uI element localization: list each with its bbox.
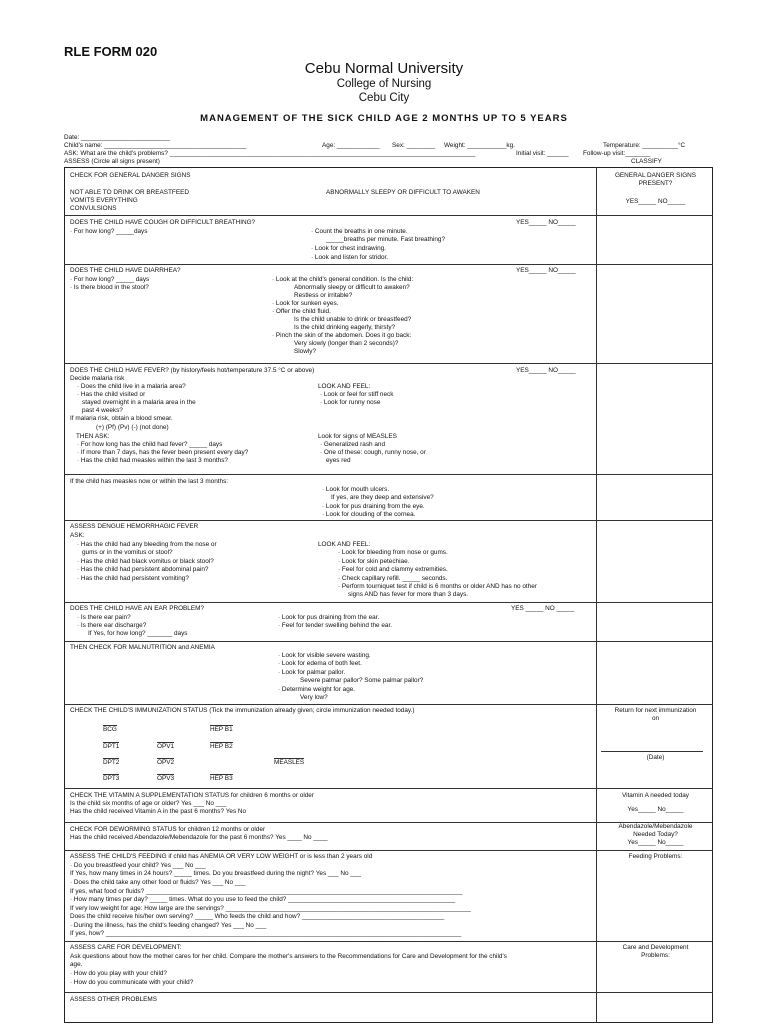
- initial-visit-field[interactable]: Initial visit: ______: [516, 150, 569, 157]
- fever-item[interactable]: stayed overnight in a malaria area in the: [82, 399, 196, 406]
- form-title: MANAGEMENT OF THE SICK CHILD AGE 2 MONTHS UP TO 5 YEARS: [200, 113, 568, 124]
- row-divider: [64, 264, 713, 265]
- development-problems-label: Problems:: [641, 952, 670, 959]
- danger-classify-label: GENERAL DANGER SIGNS: [614, 172, 697, 179]
- diarrhea-title: DOES THE CHILD HAVE DIARRHEA?: [70, 267, 181, 274]
- fever-item[interactable]: eyes red: [326, 457, 351, 464]
- fever-item: If malaria risk, obtain a blood smear.: [70, 415, 173, 422]
- vitamin-a-yes-no[interactable]: Yes_____ No_____: [627, 806, 684, 813]
- malnutrition-item[interactable]: · Look for palmar pallor.: [278, 669, 346, 676]
- vaccine-hepb2[interactable]: HEP B2: [210, 743, 233, 750]
- development-item[interactable]: · How do you communicate with your child?: [70, 979, 194, 986]
- diarrhea-item[interactable]: Is the child drinking eagerly, thirsty?: [294, 324, 396, 331]
- dengue-item[interactable]: · Perform tourniquet test if child is 6 months or older AND has no other: [338, 583, 537, 590]
- malnutrition-item[interactable]: · Look for edema of both feet.: [278, 660, 362, 667]
- cough-item[interactable]: · Look for chest indrawing.: [311, 245, 386, 252]
- deworming-item[interactable]: Has the child received Abendazole/Mebendazole for the past 6 months? Yes ____ No ____: [70, 834, 328, 841]
- diarrhea-item[interactable]: Abnormally sleepy or difficult to awaken?: [294, 284, 410, 291]
- feeding-item[interactable]: · Does the child take any other food or fluids? Yes ___ No ___: [70, 879, 246, 886]
- danger-sign-item[interactable]: CONVULSIONS: [70, 205, 117, 212]
- dengue-item[interactable]: · Look for skin petechiae.: [338, 558, 410, 565]
- diarrhea-item[interactable]: · Offer the child fluid.: [272, 308, 331, 315]
- weight-field[interactable]: Weight: ___________kg.: [444, 142, 515, 149]
- date-field[interactable]: Date: _________________________: [64, 134, 170, 141]
- classify-heading: CLASSIFY: [631, 158, 662, 165]
- other-problems-title: ASSESS OTHER PROBLEMS: [70, 996, 158, 1003]
- fever-item[interactable]: · Does the child live in a malaria area?: [77, 383, 186, 390]
- vaccine-measles[interactable]: MEASLES: [274, 759, 305, 766]
- fever-title: DOES THE CHILD HAVE FEVER? (by history/feels hot/temperature 37.5 °C or above): [70, 367, 315, 374]
- dengue-title: ASSESS DENGUE HEMORRHAGIC FEVER: [70, 523, 199, 530]
- fever-item[interactable]: · Look or feel for stiff neck: [320, 391, 394, 398]
- deworming-yes-no[interactable]: Yes_____ No_____: [627, 839, 684, 846]
- feeding-item[interactable]: If yes, how? ____________________________________________________________________________________________________: [70, 930, 462, 937]
- column-divider-upper: [596, 167, 597, 704]
- feeding-item[interactable]: · Do you breastfeed your child? Yes ___ No ___: [70, 862, 206, 869]
- university-name: Cebu Normal University: [304, 60, 464, 77]
- danger-sign-item[interactable]: ABNORMALLY SLEEPY OR DIFFICULT TO AWAKEN: [326, 189, 480, 196]
- fever-item[interactable]: · Has the child visited or: [77, 391, 146, 398]
- feeding-problems-label: Feeding Problems:: [628, 853, 683, 860]
- deworming-needed-label: Abendazole/Mebendazole: [618, 823, 693, 830]
- return-date-field[interactable]: [601, 751, 703, 752]
- measles-item[interactable]: · Look for pus draining from the eye.: [322, 503, 425, 510]
- age-field[interactable]: Age: ____________: [322, 142, 380, 149]
- row-divider: [64, 641, 713, 642]
- cough-item[interactable]: · For how long? _____days: [70, 228, 148, 235]
- feeding-title: ASSESS THE CHILD'S FEEDING if child has ANEMIA OR VERY LOW WEIGHT or is less than 2 years old: [70, 853, 373, 860]
- fever-item[interactable]: · Has the child had measles within the last 3 months?: [77, 457, 228, 464]
- measles-item[interactable]: · Look for mouth ulcers.: [322, 486, 390, 493]
- vitamin-a-item[interactable]: Has the child received Vitamin A in the past 6 months? Yes No: [70, 808, 247, 815]
- danger-classify-label: PRESENT?: [638, 180, 673, 187]
- vitamin-a-title: CHECK THE VITAMIN A SUPPLEMENTATION STATUS for children 6 months or older: [70, 792, 314, 799]
- return-immunization-label: on: [651, 715, 660, 722]
- immunization-title: CHECK THE CHILD'S IMMUNIZATION STATUS (Tick the immunization already given; circle immunization needed today.): [70, 707, 415, 714]
- fever-item: Decide malaria risk: [70, 375, 125, 382]
- development-title: ASSESS CARE FOR DEVELOPMENT:: [70, 944, 182, 951]
- development-item[interactable]: · How do you play with your child?: [70, 970, 167, 977]
- dengue-item[interactable]: · Has the child had persistent vomiting?: [77, 575, 189, 582]
- row-divider: [64, 992, 713, 993]
- development-problems-label: Care and Development: [622, 944, 689, 951]
- dengue-item[interactable]: · Check capillary refill. _____ seconds.: [338, 575, 448, 582]
- row-divider: [64, 215, 713, 216]
- vaccine-dpt2[interactable]: DPT2: [103, 759, 120, 766]
- feeding-item[interactable]: If yes, what food or fluids? _________________________________________________________________________________________: [70, 888, 463, 895]
- ear-item[interactable]: · Look for pus draining from the ear.: [278, 614, 380, 621]
- malnutrition-item[interactable]: Very low?: [300, 694, 328, 701]
- feeding-item[interactable]: Does the child receive his/her own serving? _____ Who feeds the child and how? ________________________________________: [70, 913, 445, 920]
- ear-item[interactable]: · Feel for tender swelling behind the ear.: [278, 622, 393, 629]
- temperature-field[interactable]: Temperature: __________°C: [603, 142, 686, 149]
- row-divider: [64, 850, 713, 851]
- fever-item[interactable]: · For how long has the child had fever? _____ days: [77, 441, 223, 448]
- malaria-smear-options[interactable]: (+) (Pf) (Pv) (-) (not done): [96, 424, 169, 431]
- diarrhea-item[interactable]: Slowly?: [294, 348, 317, 355]
- danger-signs-title: CHECK FOR GENERAL DANGER SIGNS: [70, 172, 191, 179]
- return-immunization-label: Return for next immunization: [614, 707, 697, 714]
- cough-item[interactable]: _____breaths per minute. Fast breathing?: [326, 236, 446, 243]
- ear-item[interactable]: If Yes, for how long? _______ days: [88, 630, 188, 637]
- diarrhea-item[interactable]: · Look for sunken eyes.: [272, 300, 339, 307]
- ear-item[interactable]: · Is there ear pain?: [77, 614, 131, 621]
- cough-yes-no[interactable]: YES_____ NO_____: [516, 219, 576, 226]
- problems-field[interactable]: ASK: What are the child's problems? ______________________________________________________________________________________: [64, 150, 476, 157]
- feeding-item[interactable]: If very low weight for age: How large are the servings? _____________________________________________________________________: [70, 905, 471, 912]
- dengue-ask: ASK:: [70, 532, 85, 539]
- vaccine-opv1[interactable]: OPV1: [157, 743, 175, 750]
- fever-item: LOOK AND FEEL:: [318, 383, 371, 390]
- cough-title: DOES THE CHILD HAVE COUGH OR DIFFICULT BREATHING?: [70, 219, 256, 226]
- danger-sign-item[interactable]: VOMITS EVERYTHING: [70, 197, 138, 204]
- ear-title: DOES THE CHILD HAVE AN EAR PROBLEM?: [70, 605, 205, 612]
- feeding-item[interactable]: · During the illness, has the child's feeding changed? Yes ___ No ___: [70, 922, 267, 929]
- return-date-label: (Date): [646, 754, 665, 761]
- sex-field[interactable]: Sex: ________: [392, 142, 435, 149]
- vaccine-bcg[interactable]: BCG: [103, 726, 117, 733]
- fever-item[interactable]: · Generalized rash and: [320, 441, 386, 448]
- cough-item[interactable]: · Count the breaths in one minute.: [311, 228, 408, 235]
- measles-title: If the child has measles now or within the last 3 months:: [70, 478, 229, 485]
- vaccine-dpt1[interactable]: DPT1: [103, 743, 120, 750]
- vaccine-hepb1[interactable]: HEP B1: [210, 726, 233, 733]
- development-item: age.: [70, 961, 83, 968]
- measles-item[interactable]: · Look for clouding of the cornea.: [322, 511, 416, 518]
- diarrhea-item[interactable]: Is the child unable to drink or breastfeed?: [294, 316, 412, 323]
- assess-heading: ASSESS (Circle all signs present): [64, 158, 160, 165]
- fever-item[interactable]: · If more than 7 days, has the fever been present every day?: [77, 449, 249, 456]
- dengue-item[interactable]: signs AND has fever for more than 3 days.: [348, 591, 469, 598]
- college-name: College of Nursing: [336, 78, 432, 90]
- row-divider: [64, 704, 713, 705]
- measles-item[interactable]: If yes, are they deep and extensive?: [331, 494, 434, 501]
- vitamin-a-needed-label: Vitamin A needed today: [621, 792, 690, 799]
- form-number: RLE FORM 020: [64, 44, 158, 59]
- fever-item[interactable]: · One of these: cough, runny nose, or: [320, 449, 426, 456]
- dengue-item[interactable]: · Look for bleeding from nose or gums.: [338, 549, 448, 556]
- vaccine-opv3[interactable]: OPV3: [157, 775, 175, 782]
- danger-sign-item[interactable]: NOT ABLE TO DRINK OR BREASTFEED: [70, 189, 189, 196]
- fever-yes-no[interactable]: YES_____ NO_____: [516, 367, 576, 374]
- development-item: Ask questions about how the mother cares for her child. Compare the mother's answers to the Recommendations for Care and Development for the child's: [70, 953, 507, 960]
- city-name: Cebu City: [358, 92, 410, 104]
- row-divider: [64, 602, 713, 603]
- dengue-item[interactable]: · Has the child had any bleeding from the nose or: [77, 541, 217, 548]
- fever-item[interactable]: · Look for runny nose: [320, 399, 381, 406]
- diarrhea-item[interactable]: · Look at the child's general condition. Is the child:: [272, 276, 414, 283]
- row-divider: [64, 941, 713, 942]
- row-divider: [64, 474, 713, 475]
- fever-item[interactable]: past 4 weeks?: [82, 407, 123, 414]
- vaccine-hepb3[interactable]: HEP B3: [210, 775, 233, 782]
- ear-item[interactable]: · Is there ear discharge?: [77, 622, 147, 629]
- diarrhea-yes-no[interactable]: YES_____ NO_____: [516, 267, 576, 274]
- fever-item: Look for signs of MEASLES: [318, 433, 397, 440]
- deworming-title: CHECK FOR DEWORMING STATUS for children 12 months or older: [70, 826, 266, 833]
- fever-item: THEN ASK:: [76, 433, 110, 440]
- vitamin-a-item[interactable]: Is the child six months of age or older? Yes ___ No ___: [70, 800, 227, 807]
- dengue-item[interactable]: gums or in the vomitus or stool?: [82, 549, 173, 556]
- malnutrition-item[interactable]: · Determine weight for age.: [278, 686, 356, 693]
- followup-visit-field[interactable]: Follow-up visit:_______: [583, 150, 651, 157]
- child-name-field[interactable]: Child's name: ________________________________________: [64, 142, 247, 149]
- diarrhea-item[interactable]: · Pinch the skin of the abdomen. Does it go back:: [272, 332, 412, 339]
- column-divider-lower: [596, 704, 597, 1023]
- cough-item[interactable]: · Look and listen for stridor.: [311, 254, 389, 261]
- diarrhea-item[interactable]: Very slowly (longer than 2 seconds)?: [294, 340, 399, 347]
- dengue-item[interactable]: · Has the child had persistent abdominal pain?: [77, 566, 209, 573]
- diarrhea-item[interactable]: Restless or irritable?: [294, 292, 353, 299]
- malnutrition-item[interactable]: · Look for visible severe wasting.: [278, 652, 371, 659]
- malnutrition-item[interactable]: Severe palmar pallor? Some palmar pallor?: [300, 677, 424, 684]
- dengue-item[interactable]: · Feel for cold and clammy extremities.: [338, 566, 448, 573]
- feeding-item[interactable]: · How many times per day? _____ times. What do you use to feed the child? _______________________________________________: [70, 896, 456, 903]
- vaccine-opv2[interactable]: OPV2: [157, 759, 175, 766]
- dengue-item[interactable]: · Has the child had black vomitus or black stool?: [77, 558, 214, 565]
- diarrhea-item[interactable]: · Is there blood in the stool?: [70, 284, 149, 291]
- row-divider: [64, 363, 713, 364]
- row-divider: [64, 788, 713, 789]
- dengue-item: LOOK AND FEEL:: [318, 541, 371, 548]
- ear-yes-no[interactable]: YES _____ NO _____: [511, 605, 575, 612]
- malnutrition-title: THEN CHECK FOR MALNUTRITION and ANEMIA: [70, 644, 215, 651]
- vaccine-dpt3[interactable]: DPT3: [103, 775, 120, 782]
- diarrhea-item[interactable]: · For how long? _____ days: [70, 276, 150, 283]
- danger-yes-no[interactable]: YES_____ NO_____: [625, 198, 686, 205]
- feeding-item[interactable]: If Yes, how many times in 24 hours? _____ times. Do you breastfeed during the night? Yes ___ No ___: [70, 870, 361, 877]
- deworming-needed-label: Needed Today?: [633, 831, 678, 838]
- row-divider: [64, 520, 713, 521]
